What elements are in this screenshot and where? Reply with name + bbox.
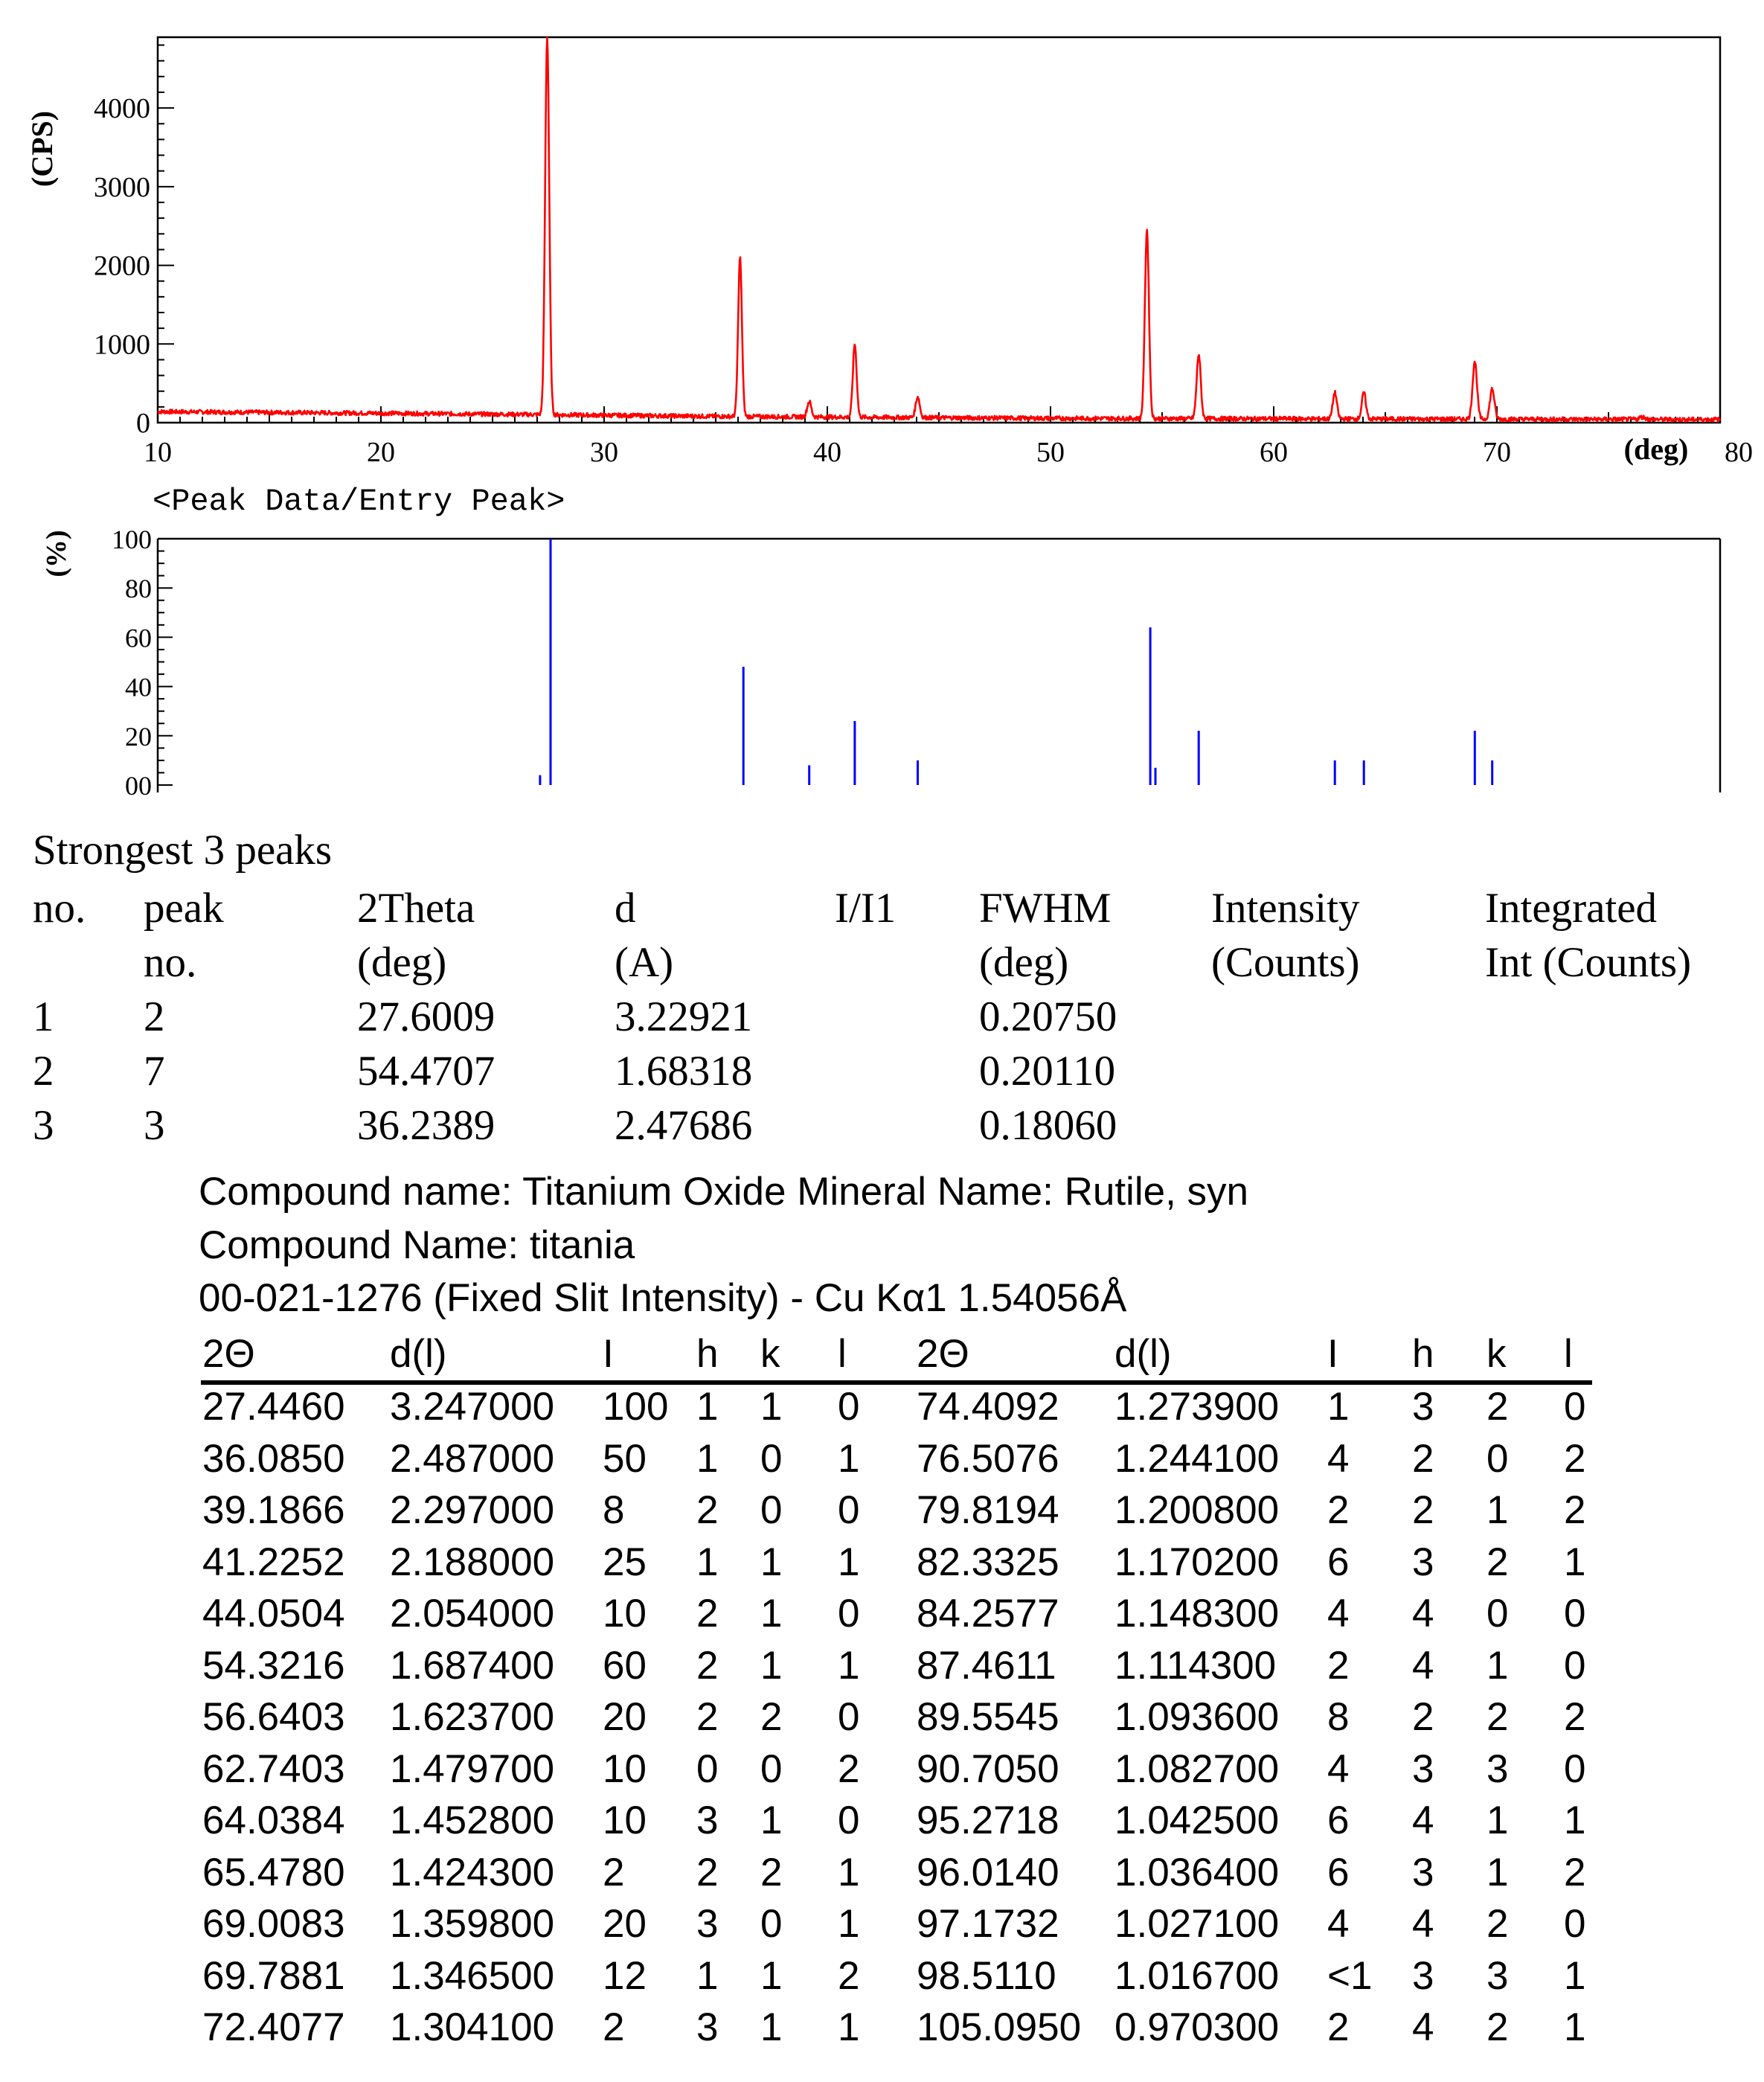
strong-peak-cell: 7 (144, 1048, 165, 1095)
ref-table-cell: 2 (696, 1644, 719, 1688)
ref-table-cell: 4 (1327, 1592, 1350, 1636)
ref-table-cell: 74.4092 (917, 1385, 1059, 1429)
ref-table-cell: 90.7050 (917, 1747, 1059, 1791)
x-tick-label: 10 (144, 437, 172, 468)
strong-peak-cell: 27.6009 (357, 993, 495, 1040)
ref-table-cell: 6 (1327, 1540, 1350, 1584)
ref-table-cell: 2 (1412, 1437, 1434, 1481)
strong-peak-cell: 3.22921 (615, 993, 753, 1040)
ref-table-cell: 1 (838, 2005, 860, 2049)
ref-col-header: d(l) (390, 1332, 447, 1376)
xrd-tick-labels (94, 93, 1753, 468)
ref-table-cell: 0 (696, 1747, 719, 1791)
col-header-2theta: 2Theta (357, 885, 475, 932)
ref-table-cell: 2 (696, 1488, 719, 1532)
ref-table-cell: 39.1866 (202, 1488, 345, 1532)
ref-table-cell: 1.200800 (1114, 1488, 1280, 1532)
ref-table-cell: 1 (1486, 1644, 1509, 1688)
ref-table-cell: 36.0850 (202, 1437, 345, 1481)
ref-col-header: k (1486, 1332, 1507, 1376)
ref-table-cell: 0 (1564, 1747, 1586, 1791)
y-axis-label-percent: (%) (41, 530, 72, 577)
stick-y-tick-label: 80 (125, 574, 152, 604)
ref-col-header: h (1412, 1332, 1434, 1376)
y-tick-label: 3000 (94, 171, 150, 203)
ref-table-cell: 2 (1486, 1902, 1509, 1946)
ref-table-cell: 1 (760, 1644, 783, 1688)
ref-table-cell: 1 (760, 1540, 783, 1584)
ref-col-header: 2Θ (917, 1332, 969, 1376)
strong-peak-cell: 3 (144, 1102, 165, 1149)
ref-table-cell: 1.114300 (1114, 1644, 1277, 1688)
strong-peak-cell: 0.20110 (979, 1048, 1116, 1095)
ref-table-cell: 12 (603, 1954, 647, 1998)
ref-col-header: d(l) (1114, 1332, 1172, 1376)
ref-table-cell: 41.2252 (202, 1540, 345, 1584)
ref-table-cell: 1.687400 (390, 1644, 555, 1688)
ref-table-cell: 2 (1486, 1540, 1509, 1584)
ref-table-cell: 98.5110 (917, 1954, 1056, 1998)
col-header-intensity: Intensity (1211, 885, 1360, 932)
ref-table-cell: 2 (1564, 1437, 1586, 1481)
ref-table-cell: 64.0384 (202, 1798, 345, 1842)
ref-table-cell: 0 (1486, 1437, 1509, 1481)
col-header-fwhm-unit: (deg) (979, 939, 1069, 986)
ref-table-cell: 1.424300 (390, 1851, 555, 1894)
ref-table-cell: 0 (1564, 1592, 1586, 1636)
ref-col-header: 2Θ (202, 1332, 255, 1376)
ref-table-cell: 0 (1486, 1592, 1509, 1636)
ref-table-cell: 1 (1564, 1798, 1586, 1842)
ref-col-header: I (1327, 1332, 1338, 1376)
col-header-fwhm: FWHM (979, 885, 1112, 932)
ref-table-cell: 2 (1564, 1851, 1586, 1894)
stick-y-tick-label: 100 (112, 525, 152, 554)
strong-peak-cell: 1.68318 (615, 1048, 753, 1095)
strong-peak-cell: 36.2389 (357, 1102, 495, 1149)
ref-table-cell: 1 (1486, 1488, 1509, 1532)
col-header-i-i1: I/I1 (835, 885, 897, 932)
y-axis-label-cps: (CPS) (25, 110, 59, 188)
x-tick-label: 50 (1036, 437, 1065, 468)
ref-table-cell: 1.016700 (1114, 1954, 1280, 1998)
ref-table-cell: 2 (603, 1851, 625, 1894)
ref-table-cell: 10 (603, 1747, 647, 1791)
ref-table-cell: 3 (1486, 1747, 1509, 1791)
col-header-intensity-unit: (Counts) (1211, 939, 1360, 986)
ref-table-cell: 100 (603, 1385, 669, 1429)
y-tick-label: 1000 (94, 329, 150, 361)
col-header-2theta-unit: (deg) (357, 939, 447, 986)
compound-name-line: Compound name: Titanium Oxide Mineral Name: Rutile, syn (199, 1170, 1248, 1214)
ref-table-cell: 2 (1327, 2005, 1350, 2049)
strong-peak-cell: 2 (33, 1048, 54, 1095)
strong-peak-cell: 1 (33, 993, 54, 1040)
strong-peak-cell: 54.4707 (357, 1048, 495, 1095)
ref-table-cell: 65.4780 (202, 1851, 345, 1894)
ref-table-cell: 20 (603, 1695, 647, 1739)
stick-y-tick-label: 20 (125, 721, 152, 752)
ref-table-cell: 0 (1564, 1902, 1586, 1946)
ref-table-cell: 4 (1412, 1798, 1434, 1842)
strong-peak-cell: 0.20750 (979, 993, 1117, 1040)
ref-table-cell: 1.359800 (390, 1902, 555, 1946)
ref-table-cell: 0 (838, 1592, 860, 1636)
ref-table-cell: 3 (696, 1798, 719, 1842)
ref-table-cell: 1 (696, 1437, 719, 1481)
ref-table-cell: 1.036400 (1114, 1851, 1280, 1894)
ref-table-cell: 1.244100 (1114, 1437, 1280, 1481)
ref-table-cell: 0 (1564, 1644, 1586, 1688)
ref-table-cell: 0.970300 (1114, 2005, 1280, 2049)
ref-table-cell: 62.7403 (202, 1747, 345, 1791)
ref-table-cell: 1 (1327, 1385, 1350, 1429)
stick-tick-labels (112, 525, 152, 801)
ref-table-cell: 2 (760, 1695, 783, 1739)
ref-table-cell: 2.054000 (390, 1592, 555, 1636)
col-header-peak: peak (144, 885, 224, 932)
strong-peak-cell: 2.47686 (615, 1102, 753, 1149)
ref-table-cell: 76.5076 (917, 1437, 1059, 1481)
ref-table-cell: 1.170200 (1114, 1540, 1280, 1584)
xrd-pattern-chart (0, 0, 1764, 476)
ref-table-cell: 27.4460 (202, 1385, 345, 1429)
x-tick-label: 60 (1260, 437, 1288, 468)
ref-table-cell: 4 (1327, 1747, 1350, 1791)
stick-axes (158, 539, 1720, 792)
ref-table-cell: 1 (760, 1385, 783, 1429)
ref-table-cell: 4 (1327, 1902, 1350, 1946)
compound-name-line-2: Compound Name: titania (199, 1223, 635, 1267)
stick-bars (540, 539, 1492, 785)
ref-table-cell: 97.1732 (917, 1902, 1059, 1946)
ref-table-cell: 4 (1412, 1592, 1434, 1636)
ref-table-cell: 3 (1412, 1851, 1434, 1894)
card-info-line: 00-021-1276 (Fixed Slit Intensity) - Cu Kα1 1.54056Å (199, 1276, 1127, 1320)
ref-table-cell: 1 (1564, 1540, 1586, 1584)
ref-table-cell: 95.2718 (917, 1798, 1059, 1842)
ref-table-cell: 2 (838, 1747, 860, 1791)
ref-table-cell: 2 (696, 1592, 719, 1636)
ref-col-header: l (838, 1332, 847, 1376)
ref-table-cell: 2 (760, 1851, 783, 1894)
ref-table-cell: 0 (838, 1488, 860, 1532)
col-header-peak-no: no. (144, 939, 197, 986)
col-header-integrated-unit: Int (Counts) (1485, 939, 1692, 986)
strong-peak-cell: 2 (144, 993, 165, 1040)
ref-table-cell: 54.3216 (202, 1644, 345, 1688)
ref-table-cell: 1 (838, 1437, 860, 1481)
ref-table-cell: 0 (760, 1488, 783, 1532)
ref-table-cell: 4 (1412, 1902, 1434, 1946)
ref-table-cell: 1.042500 (1114, 1798, 1280, 1842)
stick-y-tick-label: 60 (125, 623, 152, 653)
ref-table-cell: 3 (696, 1902, 719, 1946)
xrd-axes (158, 37, 1720, 423)
y-tick-label: 2000 (94, 250, 150, 282)
ref-table-cell: 1.093600 (1114, 1695, 1280, 1739)
col-header-d-unit: (A) (615, 939, 674, 986)
ref-table-cell: 1 (838, 1902, 860, 1946)
ref-table-cell: 1 (696, 1540, 719, 1584)
ref-table-cell: 1 (838, 1540, 860, 1584)
ref-table-cell: 3 (1412, 1385, 1434, 1429)
ref-table-cell: 84.2577 (917, 1592, 1059, 1636)
ref-table-cell: 1.304100 (390, 2005, 555, 2049)
ref-table-cell: 1 (838, 1851, 860, 1894)
ref-col-header: k (760, 1332, 780, 1376)
x-tick-label: 80 (1725, 437, 1753, 468)
ref-table-cell: 6 (1327, 1798, 1350, 1842)
ref-table-cell: 4 (1412, 2005, 1434, 2049)
ref-table-cell: 105.0950 (917, 2005, 1082, 2049)
ref-table-cell: 3 (1486, 1954, 1509, 1998)
ref-table-cell: 1 (760, 2005, 783, 2049)
ref-table-cell: 1.027100 (1114, 1902, 1280, 1946)
peak-stick-chart (0, 506, 1764, 804)
ref-table-cell: 10 (603, 1592, 647, 1636)
ref-table-cell: 44.0504 (202, 1592, 345, 1636)
ref-table-cell: 2 (696, 1851, 719, 1894)
ref-table-cell: 69.7881 (202, 1954, 345, 1998)
ref-table-cell: 82.3325 (917, 1540, 1059, 1584)
ref-col-header: I (603, 1332, 614, 1376)
ref-table-cell: 1 (760, 1954, 783, 1998)
ref-table-cell: 25 (603, 1540, 647, 1584)
ref-table-cell: 1.273900 (1114, 1385, 1280, 1429)
xrd-intensity-line (158, 37, 1720, 421)
ref-table-cell: 8 (1327, 1695, 1350, 1739)
ref-table-cell: 1 (1486, 1798, 1509, 1842)
ref-table-cell: 1.346500 (390, 1954, 555, 1998)
ref-table-cell: 2 (838, 1954, 860, 1998)
ref-table-cell: 3 (696, 2005, 719, 2049)
ref-table-cell: 2 (696, 1695, 719, 1739)
ref-table-cell: 2 (1486, 2005, 1509, 2049)
ref-table-cell: 69.0083 (202, 1902, 345, 1946)
ref-table-cell: 96.0140 (917, 1851, 1059, 1894)
ref-col-header: h (696, 1332, 719, 1376)
ref-table-cell: 1 (696, 1385, 719, 1429)
ref-table-cell: 79.8194 (917, 1488, 1059, 1532)
ref-table-cell: 8 (603, 1488, 625, 1532)
ref-table-cell: 2 (1486, 1385, 1509, 1429)
ref-table-cell: 3.247000 (390, 1385, 555, 1429)
ref-table-cell: 3 (1412, 1540, 1434, 1584)
ref-table-cell: 0 (1564, 1385, 1586, 1429)
ref-table-cell: <1 (1327, 1954, 1373, 1998)
ref-table-cell: 89.5545 (917, 1695, 1059, 1739)
col-header-no: no. (33, 885, 86, 932)
ref-table-cell: 2 (1327, 1644, 1350, 1688)
ref-table-cell: 2.487000 (390, 1437, 555, 1481)
ref-table-cell: 1.148300 (1114, 1592, 1280, 1636)
ref-table-cell: 2 (603, 2005, 625, 2049)
y-tick-label: 4000 (94, 93, 150, 125)
x-tick-label: 70 (1483, 437, 1511, 468)
y-tick-label: 0 (136, 408, 150, 439)
ref-table-cell: 10 (603, 1798, 647, 1842)
ref-table-cell: 1.479700 (390, 1747, 555, 1791)
ref-table-cell: 1.082700 (1114, 1747, 1280, 1791)
ref-table-cell: 0 (838, 1385, 860, 1429)
ref-table-cell: 2 (1564, 1695, 1586, 1739)
ref-table-cell: 60 (603, 1644, 647, 1688)
ref-table-cell: 0 (760, 1902, 783, 1946)
ref-table-cell: 6 (1327, 1851, 1350, 1894)
peak-data-section-title: <Peak Data/Entry Peak> (153, 484, 565, 519)
ref-table-cell: 3 (1412, 1954, 1434, 1998)
col-header-d: d (615, 885, 636, 932)
ref-table-cell: 0 (760, 1747, 783, 1791)
ref-table-cell: 3 (1412, 1747, 1434, 1791)
ref-table-cell: 2 (1486, 1695, 1509, 1739)
ref-table-cell: 0 (760, 1437, 783, 1481)
strongest-peaks-title: Strongest 3 peaks (33, 827, 333, 874)
ref-table-cell: 1 (1486, 1851, 1509, 1894)
ref-table-cell: 56.6403 (202, 1695, 345, 1739)
ref-table-cell: 4 (1327, 1437, 1350, 1481)
ref-table-cell: 1 (838, 1644, 860, 1688)
ref-table-cell: 1 (1564, 1954, 1586, 1998)
ref-table-cell: 1 (760, 1592, 783, 1636)
stick-y-tick-label: 00 (125, 771, 152, 801)
col-header-integrated: Integrated (1485, 885, 1658, 932)
ref-table-cell: 1 (760, 1798, 783, 1842)
ref-table-cell: 2.188000 (390, 1540, 555, 1584)
x-tick-label: 30 (590, 437, 618, 468)
ref-table-cell: 50 (603, 1437, 647, 1481)
ref-table-cell: 1 (696, 1954, 719, 1998)
ref-table-cell: 1.623700 (390, 1695, 555, 1739)
x-tick-label: 40 (813, 437, 841, 468)
ref-table-cell: 2 (1412, 1695, 1434, 1739)
ref-table-cell: 20 (603, 1902, 647, 1946)
ref-table-cell: 2.297000 (390, 1488, 555, 1532)
ref-table-cell: 0 (838, 1695, 860, 1739)
strong-peak-cell: 3 (33, 1102, 54, 1149)
xrd-plot-frame (158, 37, 1720, 423)
ref-table-cell: 2 (1412, 1488, 1434, 1532)
ref-table-cell: 2 (1327, 1488, 1350, 1532)
x-tick-label: 20 (367, 437, 395, 468)
ref-table-cell: 72.4077 (202, 2005, 345, 2049)
strong-peak-cell: 0.18060 (979, 1102, 1117, 1149)
stick-y-tick-label: 40 (125, 672, 152, 702)
ref-table-cell: 1.452800 (390, 1798, 555, 1842)
ref-table-cell: 4 (1412, 1644, 1434, 1688)
x-axis-label-deg: (deg) (1623, 432, 1689, 466)
ref-table-cell: 87.4611 (917, 1644, 1056, 1688)
ref-col-header: l (1564, 1332, 1573, 1376)
ref-table-cell: 2 (1564, 1488, 1586, 1532)
ref-table-cell: 1 (1564, 2005, 1586, 2049)
ref-table-cell: 0 (838, 1798, 860, 1842)
